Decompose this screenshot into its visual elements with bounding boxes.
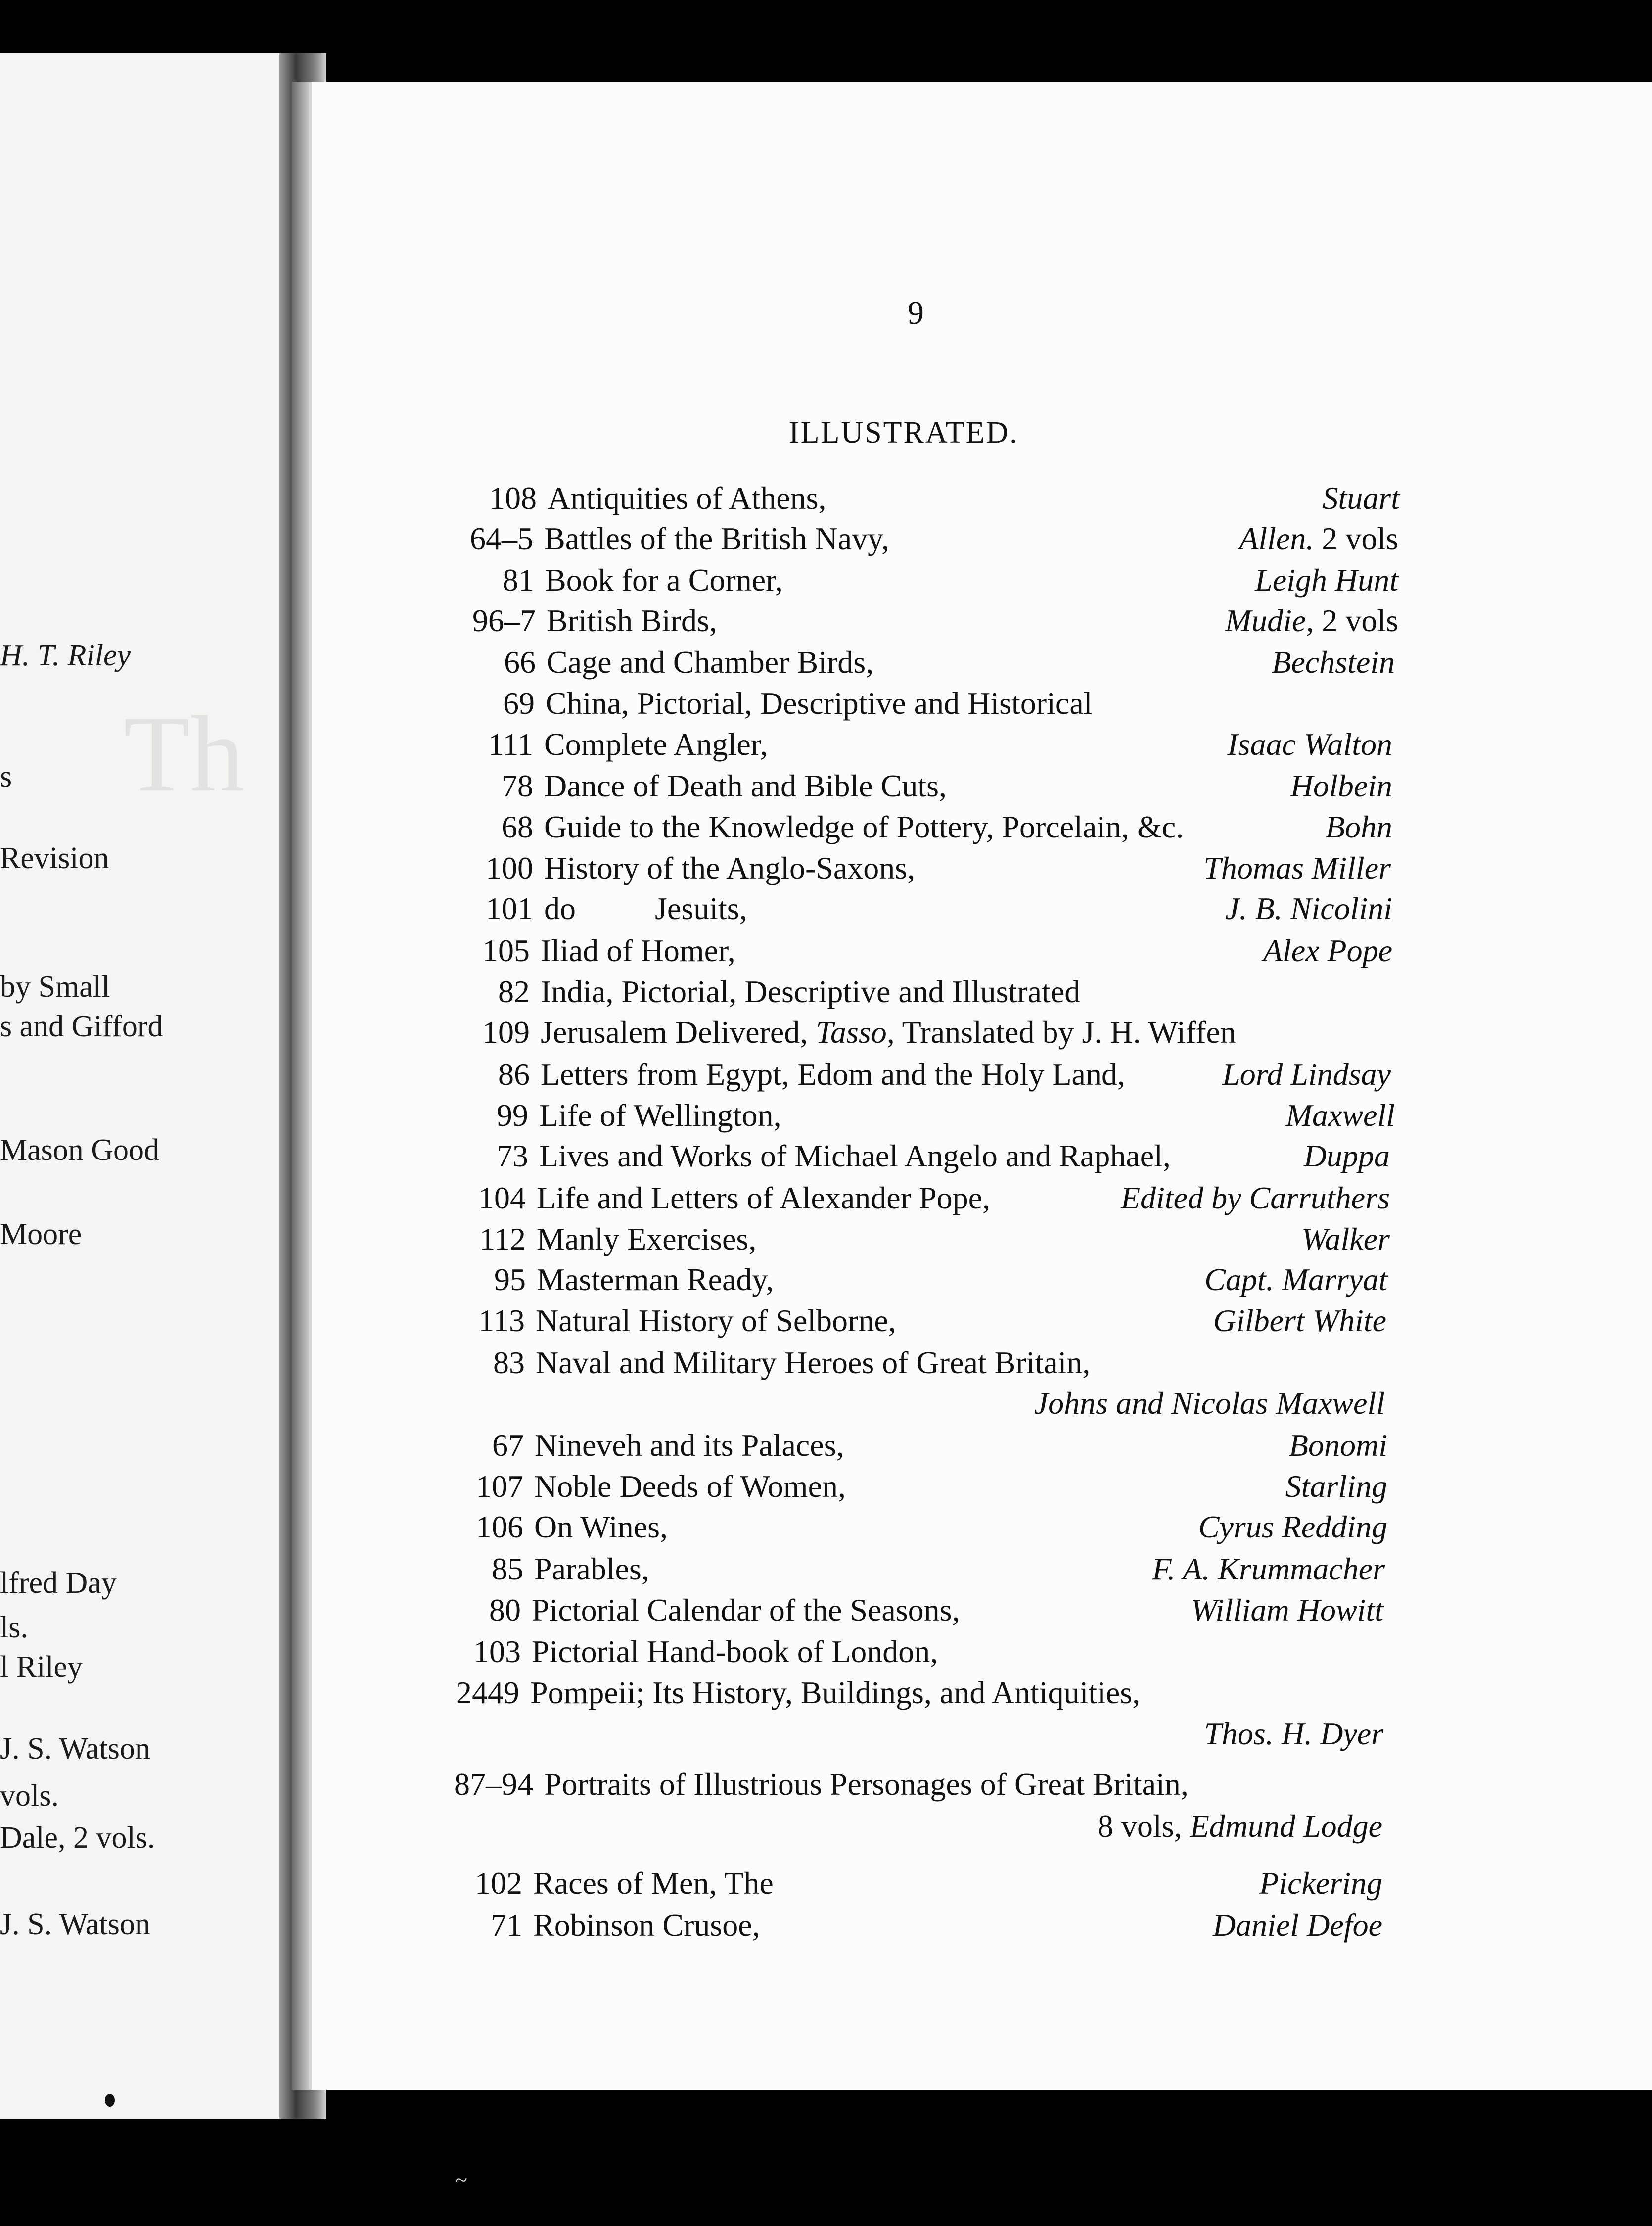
entry-author: [1198, 1509, 1387, 1545]
entry-title-text: Cage and Chamber Birds,: [547, 645, 874, 680]
entry-title: [541, 1014, 1236, 1051]
entry-volumes: 2 vols: [1322, 603, 1398, 638]
entry-author-name: J. B. Nicolini: [1225, 891, 1392, 926]
catalogue-entry: [0, 603, 1410, 645]
entry-number: 82: [498, 974, 530, 1009]
entry-author-name: Leigh Hunt: [1255, 562, 1398, 598]
catalogue-entry: [0, 768, 1410, 810]
entry-author-name: Capt. Marryat: [1204, 1262, 1387, 1297]
entry-title-text: China, Pictorial, Descriptive and Historical: [546, 686, 1093, 721]
entry-number: 101: [486, 891, 533, 926]
entry-author: [1222, 1056, 1391, 1093]
entry-title: [534, 1509, 668, 1545]
left-page-fragment: by Small: [0, 970, 110, 1004]
entry-number: 103: [473, 1634, 521, 1669]
catalogue-entry: [0, 1633, 1410, 1675]
entry-title-text: Book for a Corner,: [545, 562, 783, 598]
entry-author: [1203, 850, 1391, 886]
catalogue-entry: [0, 809, 1410, 851]
scan-mark: ~: [455, 2167, 467, 2192]
entry-number: 68: [502, 809, 533, 844]
section-title: ILLUSTRATED.: [789, 416, 1019, 450]
left-page-fragment: lfred Day: [0, 1566, 117, 1600]
entry-number: 113: [478, 1303, 525, 1338]
entry-author-name: Thos. H. Dyer: [1204, 1716, 1383, 1751]
catalogue-entry: [0, 1674, 1410, 1716]
entry-title: [541, 1056, 1125, 1093]
entry-author: [1286, 1097, 1395, 1134]
entry-title: [547, 603, 717, 639]
entry-author: [1259, 1865, 1382, 1901]
catalogue-entry: [0, 890, 1410, 932]
left-page-fragment: J. S. Watson: [0, 1732, 150, 1765]
entry-title-text: Iliad of Homer,: [541, 933, 735, 968]
entry-number: 2449: [456, 1675, 519, 1710]
catalogue-entry: [0, 726, 1410, 768]
entry-author: [1225, 603, 1398, 639]
entry-number: 107: [476, 1469, 523, 1504]
left-page-fragment: s and Gifford: [0, 1010, 163, 1043]
entry-author-name: Starling: [1285, 1469, 1387, 1504]
entry-author-name: Bechstein: [1272, 645, 1395, 680]
entry-author: [1191, 1592, 1383, 1628]
entry-title-suffix: Translated by J. H. Wiffen: [902, 1015, 1236, 1050]
left-page-fragment: vols.: [0, 1779, 59, 1812]
entry-title-text: Robinson Crusoe,: [533, 1907, 760, 1943]
entry-title-italic: Tasso,: [816, 1015, 895, 1050]
entry-number: 71: [491, 1907, 522, 1943]
catalogue-entry: [0, 1014, 1410, 1056]
entry-title: [547, 644, 873, 681]
entry-title: [545, 562, 783, 599]
entry-title: [544, 850, 915, 886]
entry-author: [1239, 520, 1398, 557]
entry-author: [1272, 644, 1395, 681]
catalogue-entry: [0, 1468, 1410, 1510]
entry-author-name: Maxwell: [1285, 1098, 1395, 1133]
catalogue-entry: [0, 1808, 1410, 1850]
entry-title-text: On Wines,: [534, 1509, 668, 1544]
entry-author: [1326, 809, 1392, 845]
entry-author-name: William Howitt: [1191, 1592, 1383, 1627]
page-number: 9: [908, 295, 924, 331]
entry-title-text: Portraits of Illustrious Personages of Great Britain,: [544, 1766, 1189, 1802]
entry-title-text: Antiquities of Athens,: [548, 480, 826, 515]
entry-author-name: Johns and Nicolas Maxwell: [1034, 1386, 1385, 1421]
left-page-fragment: Dale, 2 vols.: [0, 1821, 155, 1855]
left-page-fragment: l Riley: [0, 1650, 83, 1684]
entry-author-name: Holbein: [1290, 768, 1392, 803]
entry-title: [536, 1302, 896, 1339]
entry-author: [1034, 1385, 1385, 1422]
entry-number: 95: [494, 1262, 526, 1297]
entry-title-text: Noble Deeds of Women,: [534, 1469, 846, 1504]
left-page-fragment: J. S. Watson: [0, 1907, 150, 1941]
catalogue-entry: [0, 1592, 1410, 1634]
left-page-fragment: ls.: [0, 1611, 28, 1644]
entry-title-text: Jerusalem Delivered,: [541, 1015, 808, 1050]
entry-title: [532, 1633, 938, 1670]
entry-title-text: Life and Letters of Alexander Pope,: [537, 1180, 990, 1215]
entry-title-text: Natural History of Selborne,: [536, 1303, 896, 1338]
entry-number: 64–5: [470, 521, 533, 556]
catalogue-entry: [0, 1716, 1410, 1758]
entry-title-text: Lives and Works of Michael Angelo and Raphael,: [539, 1138, 1171, 1173]
entry-number: 69: [503, 686, 535, 721]
left-page-fragment: H. T. Riley: [0, 639, 131, 672]
entry-title: [533, 1865, 774, 1901]
catalogue-entry: [0, 562, 1410, 604]
entry-title-text: Dance of Death and Bible Cuts,: [544, 768, 947, 803]
entry-title: [537, 1180, 990, 1216]
entry-number: 104: [478, 1180, 526, 1215]
entry-author: [1301, 1221, 1390, 1257]
entry-author: [1255, 562, 1398, 599]
entry-number: 67: [492, 1428, 524, 1463]
entry-author-name: Alex Pope: [1263, 933, 1392, 968]
entry-title-text: Masterman Ready,: [537, 1262, 774, 1297]
entry-author: [1098, 1808, 1382, 1845]
entry-author-name: Stuart: [1322, 480, 1400, 515]
entry-title-text: Pictorial Calendar of the Seasons,: [532, 1592, 960, 1627]
entry-title: [534, 1468, 846, 1505]
entry-number: 112: [479, 1221, 526, 1256]
entry-author: [1213, 1302, 1386, 1339]
entry-title: [546, 685, 1093, 722]
entry-title: [530, 1674, 1140, 1711]
catalogue-entry: [0, 974, 1410, 1016]
entry-title-text: Complete Angler,: [544, 727, 768, 762]
entry-author-name: Daniel Defoe: [1213, 1907, 1382, 1943]
catalogue-entry: [0, 1865, 1410, 1907]
entry-author: [1263, 932, 1392, 969]
entry-author: [1121, 1180, 1390, 1216]
entry-number: 111: [488, 727, 533, 762]
entry-title-text: Letters from Egypt, Edom and the Holy Land,: [541, 1057, 1125, 1092]
entry-title-text: Pompeii; Its History, Buildings, and Antiquities,: [530, 1675, 1141, 1710]
entry-author-name: Thomas Miller: [1203, 850, 1391, 885]
entry-title-text: Nineveh and its Palaces,: [535, 1428, 844, 1463]
entry-author-name: Isaac Walton: [1227, 727, 1392, 762]
catalogue-entry: [0, 644, 1410, 686]
entry-title-text: Life of Wellington,: [539, 1098, 781, 1133]
entry-number: 99: [497, 1098, 528, 1133]
entry-author-name: Pickering: [1259, 1865, 1382, 1901]
entry-author-name: Edmund Lodge: [1190, 1809, 1382, 1844]
catalogue-entry: [0, 1551, 1410, 1593]
entry-title: [537, 1221, 756, 1257]
entry-author: [1289, 1427, 1387, 1464]
entry-title-text: Manly Exercises,: [537, 1221, 757, 1256]
entry-number: 106: [476, 1509, 523, 1544]
entry-author: [1304, 1138, 1390, 1174]
left-page-fragment: Revision: [0, 841, 109, 875]
entry-title: [544, 809, 1184, 845]
entry-number: 108: [489, 480, 537, 515]
entry-title: [533, 1907, 760, 1944]
entry-title-text: Naval and Military Heroes of Great Britain,: [536, 1345, 1091, 1380]
entry-author-name: Bonomi: [1288, 1428, 1387, 1463]
entry-author: [1213, 1907, 1382, 1944]
entry-title: [537, 1261, 774, 1298]
entry-author: [1227, 726, 1392, 763]
entry-author: [1290, 768, 1392, 804]
catalogue-entry: [0, 1427, 1410, 1469]
catalogue-entry: [0, 1138, 1410, 1180]
entry-number: 80: [489, 1592, 521, 1627]
ink-dot: [105, 2094, 115, 2107]
entry-author: [1152, 1551, 1385, 1587]
entry-number: 86: [498, 1057, 530, 1092]
catalogue-entry: [0, 850, 1410, 892]
entry-title: [548, 480, 826, 516]
entry-number: 85: [492, 1551, 523, 1586]
entry-author: [1285, 1468, 1387, 1505]
entry-author-name: Walker: [1301, 1221, 1390, 1256]
entry-title: [544, 768, 947, 804]
entry-author: [1323, 480, 1400, 516]
catalogue-entry: [0, 1056, 1410, 1098]
entry-title-text: Guide to the Knowledge of Pottery, Porcelain, &c.: [544, 809, 1184, 844]
catalogue-entry: [0, 480, 1410, 522]
entry-title: [534, 1551, 649, 1587]
entry-author-name: Allen.: [1239, 521, 1314, 556]
entry-author-name: Cyrus Redding: [1198, 1509, 1387, 1544]
left-page-fragment: Mason Good: [0, 1133, 160, 1167]
catalogue-entry: [0, 1907, 1410, 1949]
entry-author-name: F. A. Krummacher: [1152, 1551, 1385, 1586]
entry-author-name: Bohn: [1325, 809, 1392, 844]
catalogue-entry: [0, 1180, 1410, 1222]
catalogue-entry: [0, 932, 1410, 974]
entry-title-text: Pictorial Hand-book of London,: [532, 1634, 938, 1669]
entry-title: [544, 726, 768, 763]
catalogue-entry: [0, 1302, 1410, 1345]
catalogue-entry: [0, 1766, 1410, 1808]
entry-number: 78: [502, 768, 533, 803]
catalogue-entry: [0, 685, 1410, 727]
catalogue-entry: [0, 1345, 1410, 1387]
entry-number: 83: [493, 1345, 525, 1380]
entry-title-text: History of the Anglo-Saxons,: [544, 850, 916, 885]
entry-number: 81: [503, 562, 534, 598]
catalogue-entry: [0, 1221, 1410, 1263]
entry-volumes: 2 vols: [1322, 521, 1398, 556]
entry-number: 102: [475, 1865, 522, 1901]
catalogue-entry: [0, 1261, 1410, 1303]
entry-title: [541, 932, 735, 969]
entry-title: [541, 974, 1080, 1010]
entry-title-text: India, Pictorial, Descriptive and Illustrated: [541, 974, 1081, 1009]
entry-title: [539, 1097, 781, 1134]
entry-number: 73: [497, 1138, 528, 1173]
entry-title: [536, 1345, 1090, 1381]
entry-author: [1204, 1716, 1383, 1752]
entry-title-text: Parables,: [534, 1551, 649, 1586]
entry-number: 109: [482, 1015, 530, 1050]
entry-title: [544, 520, 889, 557]
entry-title: [535, 1427, 844, 1464]
left-page-fragment: Moore: [0, 1217, 82, 1251]
entry-number: 100: [486, 850, 533, 885]
entry-author-name: Lord Lindsay: [1222, 1057, 1391, 1092]
entry-number: 96–7: [472, 603, 536, 638]
entry-title-text: British Birds,: [547, 603, 717, 638]
entry-volumes: 8 vols,: [1098, 1809, 1182, 1844]
catalogue-entry: [0, 1097, 1410, 1139]
entry-title-text: Races of Men, The: [533, 1865, 774, 1901]
entry-author: [1204, 1261, 1387, 1298]
catalogue-entry: [0, 1509, 1410, 1551]
entry-author: [1225, 890, 1392, 927]
entry-author-name: Gilbert White: [1213, 1303, 1386, 1338]
left-page-fragment: s: [0, 760, 12, 793]
entry-author-name: Edited by Carruthers: [1121, 1180, 1390, 1215]
catalogue-entry: [0, 1385, 1410, 1427]
entry-title-text: do Jesuits,: [544, 891, 747, 926]
entry-author-name: Duppa: [1303, 1138, 1390, 1173]
entry-author-name: Mudie,: [1225, 603, 1314, 638]
entry-title-text: Battles of the British Navy,: [544, 521, 889, 556]
bleed-through-ornament: Th: [124, 694, 245, 814]
entry-number: 87–94: [454, 1766, 533, 1802]
entry-title: [532, 1592, 960, 1628]
entry-title: [539, 1138, 1171, 1174]
entry-number: 105: [482, 933, 530, 968]
catalogue-entry: [0, 520, 1410, 562]
entry-title: [544, 890, 747, 927]
entry-number: 66: [504, 645, 536, 680]
entry-title: [544, 1766, 1189, 1803]
